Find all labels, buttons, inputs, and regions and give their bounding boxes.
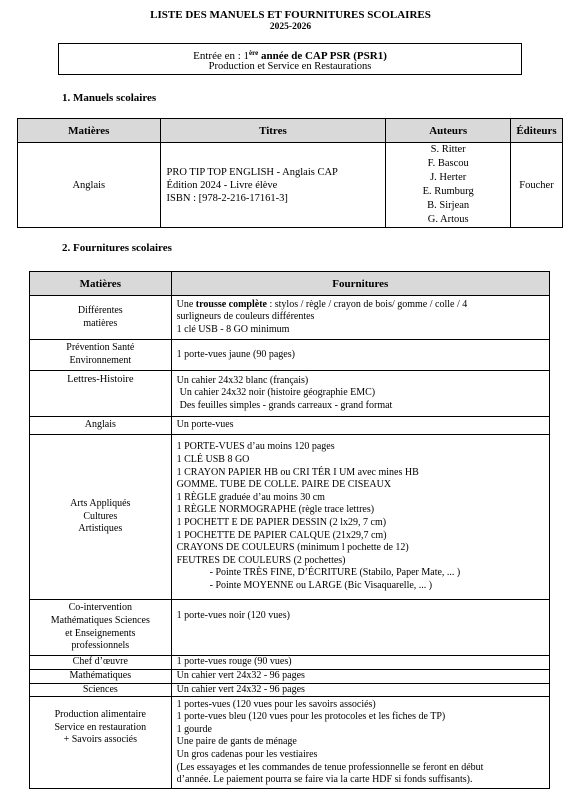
row-matiere xyxy=(30,656,172,670)
table-row xyxy=(30,600,550,656)
matiere-line: Prévention Santé xyxy=(66,342,135,354)
matiere-line: professionnels xyxy=(71,640,130,652)
titre-line: ISBN : [978-2-216-17161-3] xyxy=(166,192,288,204)
fourniture-line: 1 RÈGLE graduée d’au moins 30 cm xyxy=(176,491,325,503)
text-part: : stylos / règle / crayon de bois/ gomme / colle / 4 xyxy=(266,298,468,310)
table-row xyxy=(30,340,550,371)
fourniture-line: - Pointe TRÈS FINE, D’ÉCRITURE (Stabilo, Paper Mate, ... ) xyxy=(209,567,461,579)
fourniture-line: 1 porte-vues rouge (90 vues) xyxy=(176,656,292,668)
auteur: G. Artous xyxy=(427,214,469,225)
fourniture-line: 1 clé USB - 8 GO minimum xyxy=(176,323,290,335)
matiere-line: Co-intervention xyxy=(68,602,132,614)
matiere-line: Production alimentaire xyxy=(54,709,146,721)
fourniture-line: FEUTRES DE COULEURS (2 pochettes) xyxy=(176,554,346,566)
row-matiere xyxy=(30,371,172,417)
matiere-line: Différentes xyxy=(77,304,123,316)
fourniture-line: Un cahier 24x32 blanc (français) xyxy=(176,374,309,386)
manuel-titre xyxy=(160,143,386,228)
matiere-line: Artistiques xyxy=(78,523,123,535)
entry-box xyxy=(58,43,522,75)
entry-rest: année de CAP PSR (PSR1) xyxy=(258,50,387,62)
matiere-line: Cultures xyxy=(83,510,118,522)
table-row xyxy=(30,697,550,789)
table-row xyxy=(30,435,550,600)
matiere-line: Mathématiques xyxy=(69,670,132,681)
row-fournitures xyxy=(171,435,549,600)
row-fournitures xyxy=(171,417,549,435)
fourniture-line: 1 porte-vues noir (120 vues) xyxy=(176,610,290,621)
column-header: Éditeurs xyxy=(511,119,563,143)
table-row xyxy=(30,656,550,670)
row-fournitures xyxy=(171,340,549,371)
row-matiere xyxy=(30,697,172,789)
school-year: 2025-2026 xyxy=(269,22,312,32)
table-row xyxy=(30,296,550,340)
table-row xyxy=(30,417,550,435)
fourniture-line: 1 CRAYON PAPIER HB ou CRI TÉR I UM avec mines HB xyxy=(176,466,419,478)
row-fournitures xyxy=(171,670,549,684)
matiere-line: Service en restauration xyxy=(54,721,147,733)
column-header: Matières xyxy=(30,272,172,296)
matiere-line: Environnement xyxy=(69,355,132,366)
titre-line: Édition 2024 - Livre élève xyxy=(166,179,278,191)
fourniture-line: (Les essayages et les commandes de tenue professionnelle se feront en début xyxy=(176,761,484,773)
matiere-line: Lettres-Histoire xyxy=(67,374,134,385)
document-title: LISTE DES MANUELS ET FOURNITURES SCOLAIRES xyxy=(150,9,431,21)
entry-subtitle: Production et Service en Restaurations xyxy=(208,61,372,72)
matiere-line: et Enseignements xyxy=(65,627,136,639)
fourniture-line: Un cahier vert 24x32 - 96 pages xyxy=(176,670,305,681)
matiere-line: + Savoirs associés xyxy=(63,734,138,746)
row-fournitures xyxy=(171,683,549,697)
fourniture-line: 1 gourde xyxy=(176,723,212,735)
section-heading-fournitures: 2. Fournitures scolaires xyxy=(62,242,172,254)
fourniture-line: 1 POCHETTE DE PAPIER CALQUE (21x29,7 cm) xyxy=(176,529,387,541)
manuel-auteurs xyxy=(386,143,511,228)
row-fournitures xyxy=(171,656,549,670)
entry-superscript: ère xyxy=(249,49,259,57)
fournitures-table xyxy=(29,271,550,789)
column-header: Fournitures xyxy=(171,272,549,296)
fourniture-line: 1 RÈGLE NORMOGRAPHE (règle trace lettres) xyxy=(176,504,375,516)
fourniture-line: 1 porte-vues jaune (90 pages) xyxy=(176,348,295,360)
row-matiere xyxy=(30,683,172,697)
fourniture-line: Un cahier vert 24x32 - 96 pages xyxy=(176,683,305,695)
fourniture-line: Des feuilles simples - grands carreaux - grand format xyxy=(179,399,393,411)
titre-line: PRO TIP TOP ENGLISH - Anglais CAP xyxy=(166,166,338,178)
row-fournitures xyxy=(171,371,549,417)
fourniture-line: 1 PORTE-VUES d’au moins 120 pages xyxy=(176,441,335,453)
matiere-line: Chef d’œuvre xyxy=(72,656,128,668)
fourniture-line: 1 porte-vues bleu (120 vues pour les protocoles et les fiches de TP) xyxy=(176,711,446,723)
fourniture-line: 1 portes-vues (120 vues pour les savoirs associés) xyxy=(176,698,376,710)
table-row xyxy=(30,670,550,684)
table-row xyxy=(30,371,550,417)
row-matiere xyxy=(30,670,172,684)
auteur: S. Ritter xyxy=(430,144,466,155)
row-matiere xyxy=(30,600,172,656)
auteur: F. Bascou xyxy=(427,158,469,169)
table-header-row xyxy=(30,272,550,296)
row-matiere xyxy=(30,340,172,371)
section-heading-manuels: 1. Manuels scolaires xyxy=(62,92,157,104)
row-fournitures xyxy=(171,296,549,340)
fourniture-line: surligneurs de couleurs différentes xyxy=(176,311,315,323)
matiere-line: Mathématiques Sciences xyxy=(50,614,150,626)
manuel-editeur: Foucher xyxy=(511,143,563,228)
matiere-line: Anglais xyxy=(84,419,116,431)
fourniture-line: Une paire de gants de ménage xyxy=(176,736,297,748)
auteur: E. Rumburg xyxy=(422,186,474,197)
fourniture-line: CRAYONS DE COULEURS (minimum l pochette de 12) xyxy=(176,542,409,554)
auteur: J. Herter xyxy=(430,172,467,183)
table-row xyxy=(30,683,550,697)
fourniture-line: GOMME. TUBE DE COLLE. PAIRE DE CISEAUX xyxy=(176,479,392,491)
fourniture-line: Un porte-vues xyxy=(176,419,234,431)
matiere-line: Arts Appliqués xyxy=(70,498,131,510)
column-header: Matières xyxy=(18,119,161,143)
manuels-table xyxy=(17,118,563,228)
entry-prefix: Entrée en : 1 xyxy=(193,50,250,62)
row-matiere xyxy=(30,296,172,340)
column-header: Auteurs xyxy=(386,119,511,143)
manuel-matiere: Anglais xyxy=(18,143,161,228)
row-fournitures xyxy=(171,697,549,789)
row-matiere xyxy=(30,417,172,435)
fourniture-line: - Pointe MOYENNE ou LARGE (Bic Visaquarelle, ... ) xyxy=(209,579,433,591)
column-header: Titres xyxy=(160,119,386,143)
fourniture-line: Un gros cadenas pour les vestiaires xyxy=(176,748,318,760)
matiere-line: Sciences xyxy=(82,683,118,695)
text-part: Une xyxy=(176,298,196,310)
fourniture-line xyxy=(177,299,546,312)
table-row xyxy=(18,143,563,228)
fourniture-line: 1 POCHETT E DE PAPIER DESSIN (2 lx29, 7 cm) xyxy=(176,517,387,528)
matiere-line: matières xyxy=(83,317,118,329)
fourniture-line: 1 CLÉ USB 8 GO xyxy=(176,454,250,466)
fourniture-line: Un cahier 24x32 noir (histoire géographie EMC) xyxy=(179,387,376,399)
table-header-row xyxy=(18,119,563,143)
text-bold-part: trousse complète xyxy=(195,298,267,310)
auteur: B. Sirjean xyxy=(427,200,470,211)
row-fournitures xyxy=(171,600,549,656)
fourniture-line: d’année. Le paiement pourra se faire via la carte HDF si fonds suffisants). xyxy=(176,774,473,786)
row-matiere xyxy=(30,435,172,600)
